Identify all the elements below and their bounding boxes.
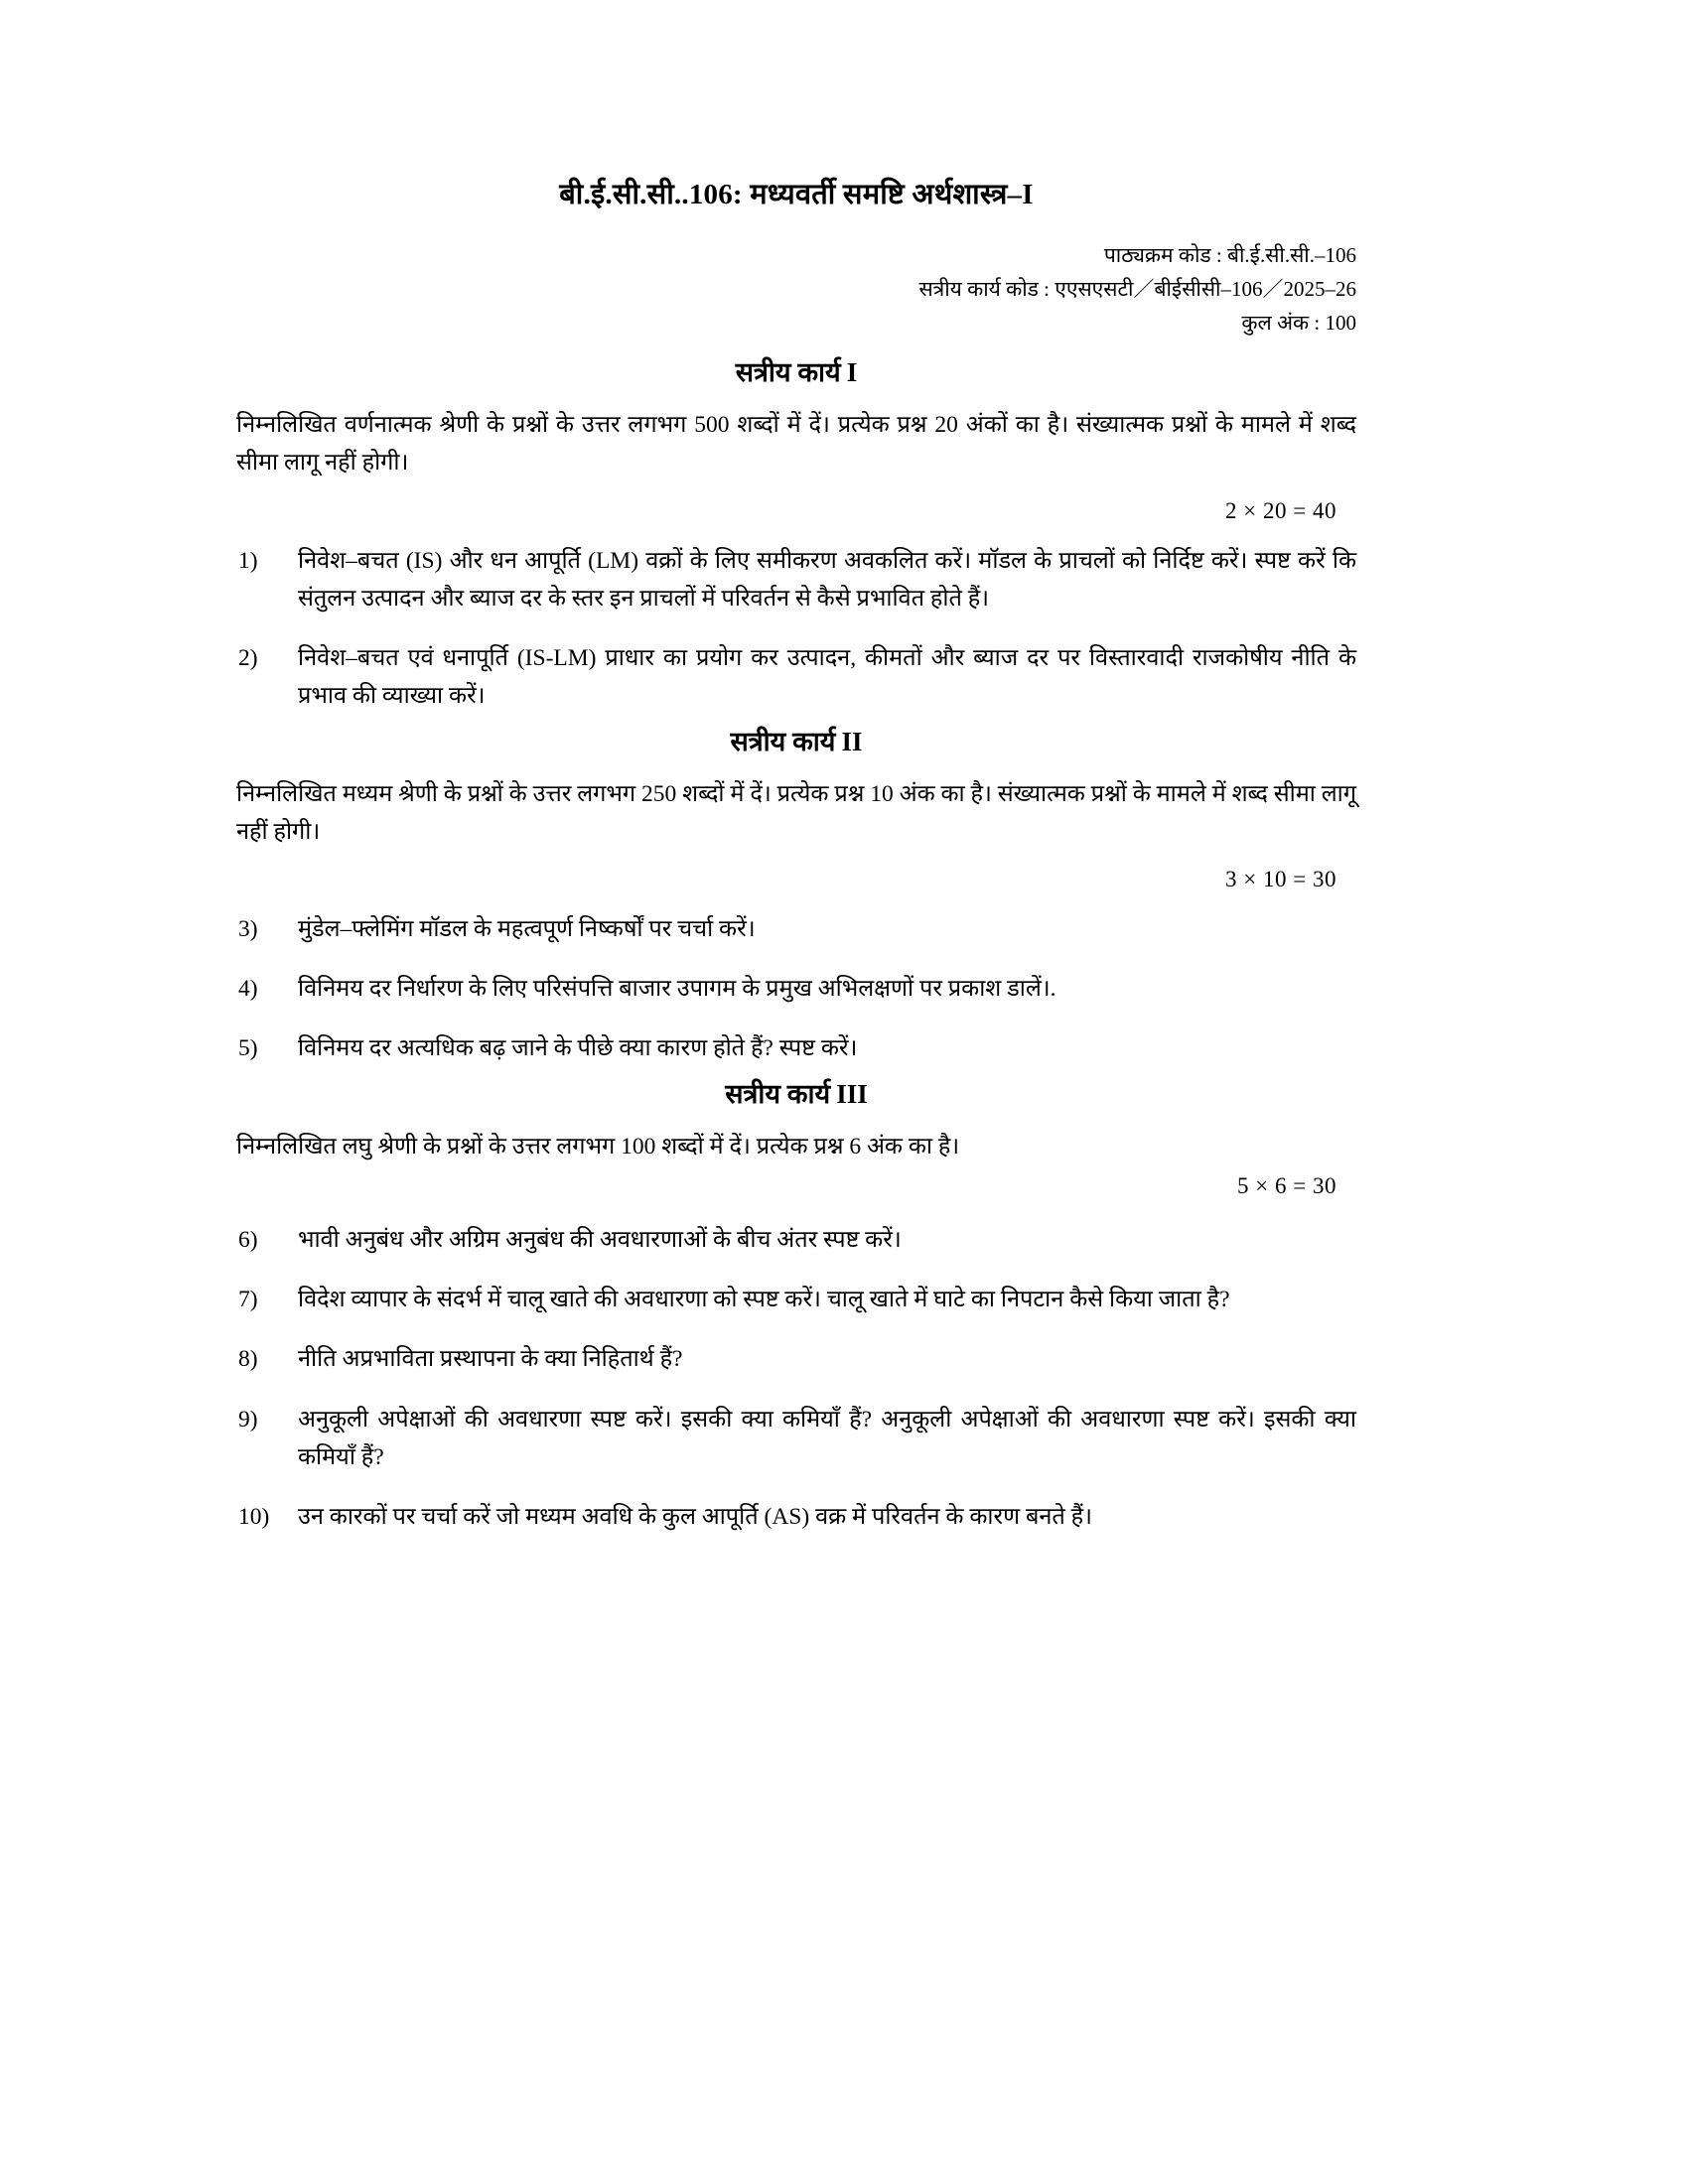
question-text: निवेश–बचत (IS) और धन आपूर्ति (LM) वक्रों के लिए समीकरण अवकलित करें। मॉडल के प्राचलों को निर्दिष्ट करें। स्पष्ट करें कि संतुलन उत्पादन और ब्याज दर के स्तर इन प्राचलों में परिवर्तन से कैसे प्रभावित होते हैं।: [298, 547, 1356, 612]
list-item: [236, 1221, 1356, 1259]
question-number: 8): [238, 1346, 258, 1373]
question-text: विनिमय दर अत्यधिक बढ़ जाने के पीछे क्या कारण होते हैं? स्पष्ट करें।: [298, 1035, 858, 1062]
section-heading-2: [236, 725, 1356, 759]
question-number: 6): [238, 1227, 258, 1254]
section-heading-2-numeral: II: [841, 726, 863, 756]
list-item: [236, 1340, 1356, 1378]
section-1-marks: 2 × 20 = 40: [1225, 497, 1336, 523]
section-heading-1-numeral: I: [846, 357, 858, 388]
page-title: बी.ई.सी.सी..106: मध्यवर्ती समष्टि अर्थशास्त्र–I: [559, 179, 1034, 210]
document-meta-block: [236, 238, 1356, 340]
section-heading-1-text: सत्रीय कार्य: [735, 357, 841, 388]
section-2-intro: निम्नलिखित मध्यम श्रेणी के प्रश्नों के उत्तर लगभग 250 शब्दों में दें। प्रत्येक प्रश्न 10 अंक का है। संख्यात्मक प्रश्नों के मामले में शब्द सीमा लागू नहीं होगी।: [236, 780, 1356, 845]
section-heading-3: [236, 1077, 1356, 1112]
question-number: 4): [238, 976, 258, 1003]
section-2-question-list: [236, 910, 1356, 1067]
question-number: 9): [238, 1406, 258, 1433]
section-3-intro: निम्नलिखित लघु श्रेणी के प्रश्नों के उत्तर लगभग 100 शब्दों में दें। प्रत्येक प्रश्न 6 अंक का है।: [236, 1134, 960, 1160]
course-code-line: पाठ्यक्रम कोड : बी.ई.सी.सी.–106: [1103, 243, 1356, 268]
document-content: [236, 177, 1356, 1536]
question-text: विदेश व्यापार के संदर्भ में चालू खाते की अवधारणा को स्पष्ट करें। चालू खाते में घाटे का निपटान कैसे किया जाता है?: [298, 1287, 1230, 1313]
question-text: निवेश–बचत एवं धनापूर्ति (IS-LM) प्राधार का प्रयोग कर उत्पादन, कीमतों और ब्याज दर पर विस्तारवादी राजकोषीय नीति के प्रभाव की व्याख्या करें।: [298, 644, 1356, 709]
question-number: 1): [238, 547, 258, 574]
section-heading-3-numeral: III: [836, 1079, 868, 1110]
section-heading-1: [236, 355, 1356, 390]
section-1-question-list: [236, 542, 1356, 715]
total-marks-line: कुल अंक : 100: [1241, 311, 1356, 336]
section-heading-2-text: सत्रीय कार्य: [730, 726, 836, 756]
section-1-intro: निम्नलिखित वर्णनात्मक श्रेणी के प्रश्नों के उत्तर लगभग 500 शब्दों में दें। प्रत्येक प्रश्न 20 अंकों का है। संख्यात्मक प्रश्नों के मामले में शब्द सीमा लागू नहीं होगी।: [236, 412, 1356, 477]
section-3-question-list: [236, 1221, 1356, 1535]
list-item: [236, 910, 1356, 948]
list-item: [236, 542, 1356, 617]
question-number: 10): [238, 1503, 270, 1530]
question-number: 3): [238, 915, 258, 942]
question-number: 2): [238, 644, 258, 671]
question-text: मुंडेल–फ्लेमिंग मॉडल के महत्वपूर्ण निष्कर्षों पर चर्चा करें।: [298, 915, 756, 942]
question-text: उन कारकों पर चर्चा करें जो मध्यम अवधि के कुल आपूर्ति (AS) वक्र में परिवर्तन के कारण बनते हैं।: [298, 1503, 1093, 1530]
list-item: [236, 639, 1356, 715]
question-text: अनुकूली अपेक्षाओं की अवधारणा स्पष्ट करें। इसकी क्या कमियाँ हैं? अनुकूली अपेक्षाओं की अवधारणा स्पष्ट करें। इसकी क्या कमियाँ हैं?: [298, 1406, 1356, 1470]
list-item: [236, 1029, 1356, 1067]
list-item: [236, 970, 1356, 1008]
question-text: विनिमय दर निर्धारण के लिए परिसंपत्ति बाजार उपागम के प्रमुख अभिलक्षणों पर प्रकाश डालें।.: [298, 976, 1056, 1003]
section-3-marks: 5 × 6 = 30: [1237, 1173, 1336, 1199]
list-item: [236, 1498, 1356, 1536]
question-number: 5): [238, 1035, 258, 1062]
list-item: [236, 1281, 1356, 1318]
section-2-marks: 3 × 10 = 30: [1225, 866, 1336, 891]
assignment-code-line: सत्रीय कार्य कोड : एएसएसटी／बीईसीसी–106／2025–26: [918, 277, 1356, 302]
question-number: 7): [238, 1287, 258, 1313]
section-heading-3-text: सत्रीय कार्य: [725, 1079, 831, 1110]
list-item: [236, 1401, 1356, 1476]
question-text: नीति अप्रभाविता प्रस्थापना के क्या निहितार्थ हैं?: [298, 1346, 683, 1373]
question-text: भावी अनुबंध और अग्रिम अनुबंध की अवधारणाओं के बीच अंतर स्पष्ट करें।: [298, 1227, 902, 1254]
